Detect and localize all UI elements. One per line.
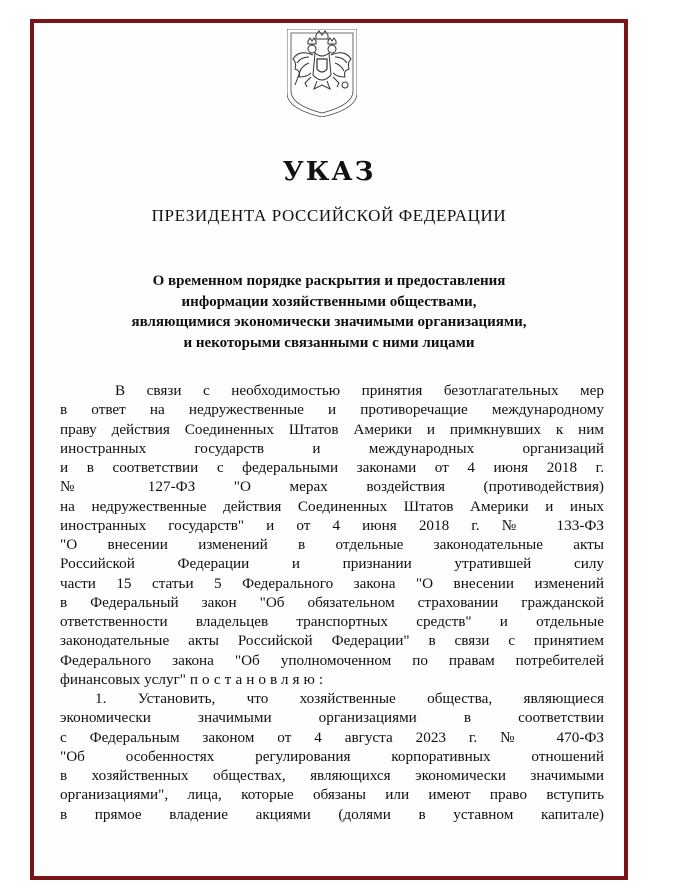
body-line: с Федеральным законом от 4 августа 2023 г. № 470-ФЗ: [60, 728, 604, 746]
body-line: в хозяйственных обществах, являющихся экономически значимыми: [60, 767, 604, 784]
document-title: УКАЗ: [282, 157, 376, 187]
russian-coat-of-arms-icon: [287, 29, 357, 117]
document-heading: [34, 271, 624, 353]
body-line: 1. Установить, что хозяйственные общества, являющиеся: [95, 690, 604, 707]
body-line: и в соответствии с федеральными законами от 4 июня 2018 г.: [60, 459, 604, 476]
body-line: № 127-ФЗ "О мерах воздействия (противодействия): [60, 478, 604, 496]
body-line: Российской Федерации и признании утратившей силу: [60, 555, 604, 573]
body-line: "О внесении изменений в отдельные законодательные акты: [60, 536, 604, 553]
decree-word: постановляю:: [189, 670, 328, 688]
document-subtitle: ПРЕЗИДЕНТА РОССИЙСКОЙ ФЕДЕРАЦИИ: [151, 206, 507, 225]
heading-line: О временном порядке раскрытия и предоставления: [152, 273, 506, 289]
body-line: в Федеральный закон "Об обязательном страховании гражданской: [60, 593, 604, 611]
body-line: Федерального закона "Об уполномоченном по правам потребителей: [60, 651, 604, 669]
body-line: иностранных государств и международных организаций: [60, 439, 604, 457]
body-line: экономически значимыми организациями в соответствии: [60, 709, 604, 727]
heading-line: являющимися экономически значимыми организациями,: [131, 314, 527, 330]
body-line: В связи с необходимостью принятия безотлагательных мер: [115, 382, 604, 399]
heading-line: и некоторыми связанными с ними лицами: [183, 334, 475, 351]
document-body: [60, 381, 604, 824]
body-line: ответственности владельцев транспортных средств" и отдельные: [60, 613, 604, 630]
body-line: в прямое владение акциями (долями в уставном капитале): [60, 805, 604, 823]
body-line-with-decree: [60, 670, 604, 689]
body-line: в ответ на недружественные и противоречащие международному: [60, 401, 604, 419]
document-page: [30, 19, 628, 880]
body-line: организациями", лица, которые обязаны или имеют право вступить: [60, 786, 604, 804]
body-line: законодательные акты Российской Федерации" в связи с принятием: [60, 632, 604, 650]
body-line: на недружественные действия Соединенных Штатов Америки и иных: [60, 497, 604, 515]
body-line: финансовых услуг": [60, 670, 187, 688]
body-line: "Об особенностях регулирования корпоративных отношений: [60, 747, 604, 765]
body-line: части 15 статьи 5 Федерального закона "О внесении изменений: [60, 574, 604, 592]
body-line: праву действия Соединенных Штатов Америки и примкнувших к ним: [60, 420, 604, 438]
heading-line: информации хозяйственными обществами,: [181, 293, 477, 310]
body-line: иностранных государств" и от 4 июня 2018 г. № 133-ФЗ: [60, 516, 604, 534]
